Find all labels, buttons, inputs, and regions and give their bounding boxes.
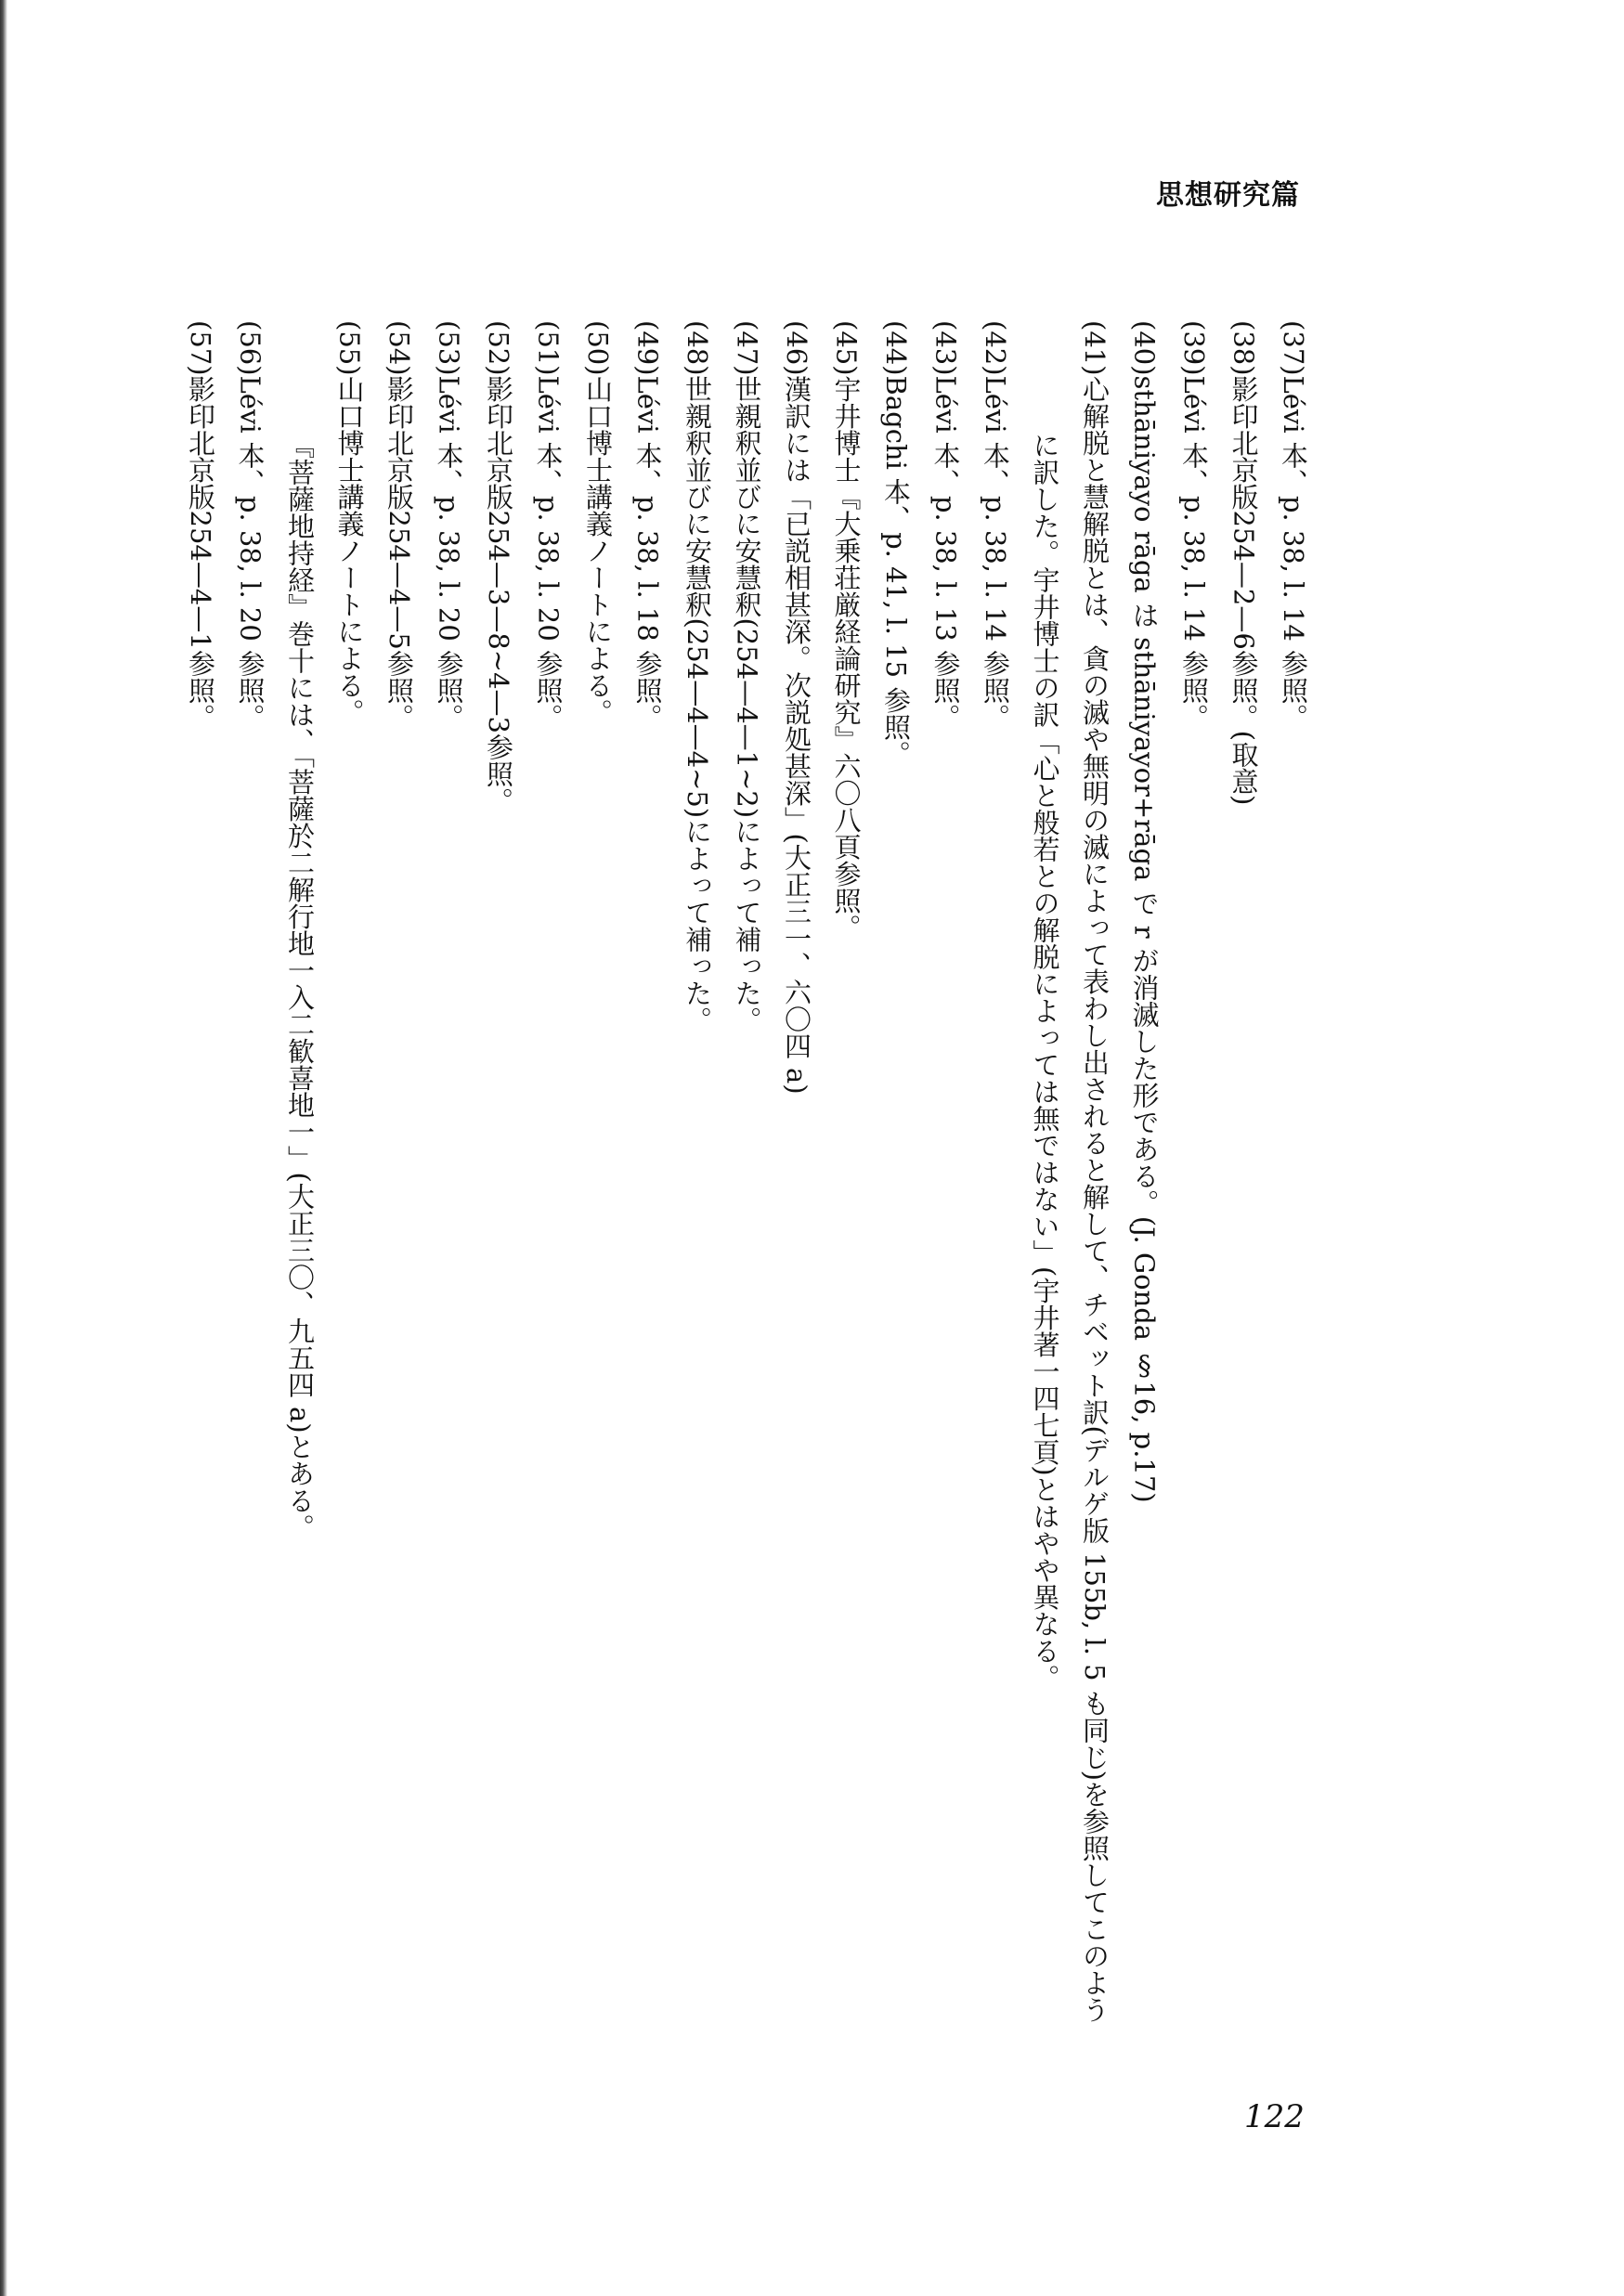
note-40: (40)sthāniyayo rāga は sthāniyayor+rāga で r が消滅した形である。(J. Gonda §16, p.17): [1128, 320, 1161, 1503]
note-39: (39)Lévi 本、p. 38, l. 14 参照。: [1178, 320, 1210, 731]
note-42: (42)Lévi 本、p. 38, l. 14 参照。: [980, 320, 1011, 731]
note-44: (44)Bagchi 本、p. 41, l. 15 参照。: [880, 320, 912, 768]
note-57: (57)影印北京版254—4—1参照。: [185, 320, 216, 731]
note-37: (37)Lévi 本、p. 38, l. 14 参照。: [1278, 320, 1309, 731]
note-38: (38)影印北京版254—2—6参照。(取意): [1228, 320, 1260, 806]
page-number: 122: [1244, 2098, 1305, 2135]
running-header: 思想研究篇: [1156, 179, 1300, 212]
note-43: (43)Lévi 本、p. 38, l. 13 参照。: [929, 320, 962, 731]
note-48: (48)世親釈並びに安慧釈(254—4—4~5)によって補った。: [682, 320, 713, 1034]
note-52: (52)影印北京版254—3—8~4—3参照。: [483, 320, 514, 814]
note-49: (49)Lévi 本、p. 38, l. 18 参照。: [631, 320, 664, 731]
note-51: (51)Lévi 本、p. 38, l. 20 参照。: [532, 320, 565, 731]
note-53: (53)Lévi 本、p. 38, l. 20 参照。: [433, 320, 465, 731]
note-55-continuation: 『菩薩地持経』巻十には、「菩薩於二解行地一入二歓喜地一」(大正三〇、九五四 a)とある。: [284, 432, 316, 1541]
note-47: (47)世親釈並びに安慧釈(254—4—1~2)によって補った。: [731, 320, 763, 1034]
note-46: (46)漢訳には「已説相甚深。次説処甚深」(大正三一、六〇四 a): [781, 320, 812, 1095]
note-55: (55)山口博士講義ノートによる。: [333, 320, 366, 726]
notes-column-block: [175, 320, 1319, 2047]
note-41-continuation: に訳した。宇井博士の訳「心と般若との解脱によっては無ではない」(宇井著一四七頁)とはやや異なる。: [1029, 432, 1061, 1692]
note-50: (50)山口博士講義ノートによる。: [582, 320, 614, 726]
note-56: (56)Lévi 本、p. 38, l. 20 参照。: [234, 320, 266, 731]
note-45: (45)宇井博士『大乗荘厳経論研究』六〇八頁参照。: [830, 320, 863, 941]
note-41: (41)心解脱と慧解脱とは、貪の滅や無明の滅によって表わし出されると解して、チベット訳(デルゲ版 155b, l. 5 も同じ)を参照してこのよう: [1079, 320, 1111, 2024]
note-54: (54)影印北京版254—4—5参照。: [383, 320, 415, 731]
scan-edge: [0, 0, 7, 2296]
